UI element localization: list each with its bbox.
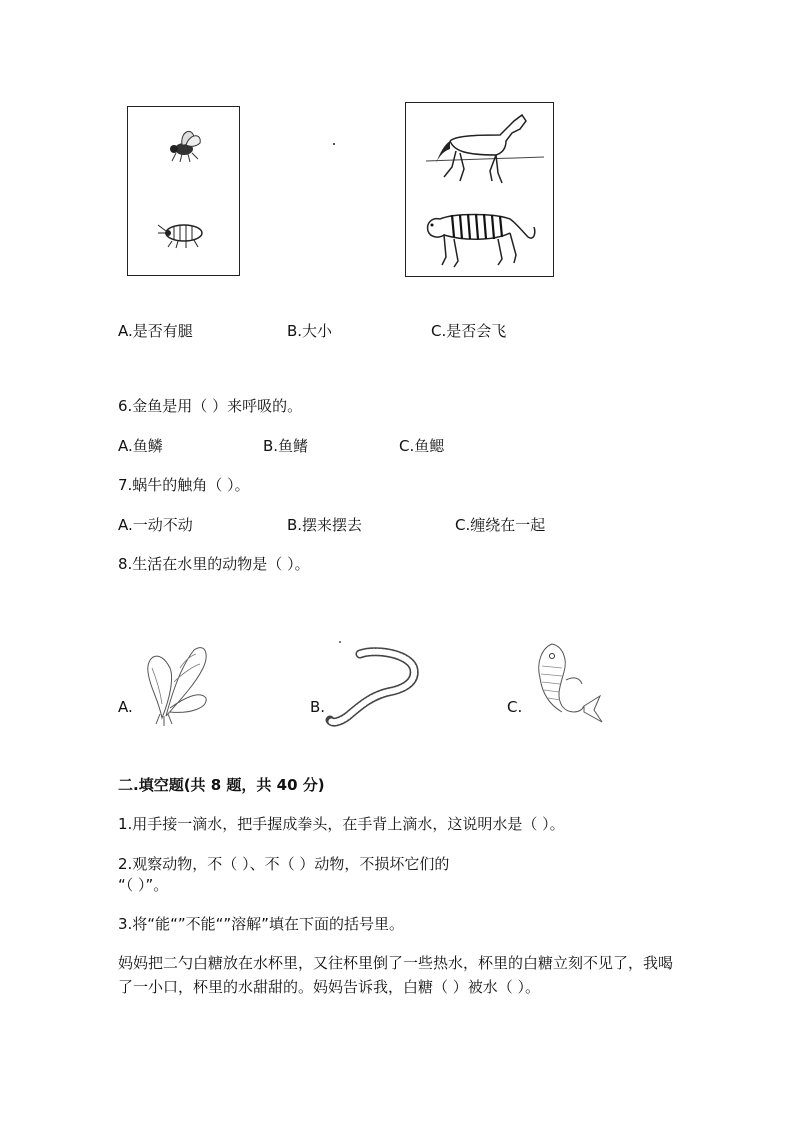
fill-question-2-line1: 2.观察动物，不（ ）、不（ ）动物，不损坏它们的 [118,855,450,873]
image-box-left [127,106,240,276]
fill-question-1: 1.用手接一滴水，把手握成拳头，在手背上滴水，这说明水是（ ）。 [118,815,565,833]
q6-option-a: A.鱼鳞 [118,437,163,455]
q5-option-a: A.是否有腿 [118,322,193,340]
horse-icon [426,111,542,187]
q8-option-a: A. [118,698,133,716]
tiger-icon [424,203,536,269]
stray-dot [333,143,335,145]
q5-option-c: C.是否会飞 [431,322,507,340]
section-heading: 二.填空题(共 8 题，共 40 分) [118,776,325,794]
woodlouse-icon [156,219,210,249]
butterfly-icon [140,638,212,726]
fill-question-2-line2: “（ ）”。 [118,876,169,894]
q8-option-b: B. [310,698,326,716]
q6-option-b: B.鱼鳍 [263,437,309,455]
fill-question-3: 3.将“能“”不能“”溶解”填在下面的括号里。 [118,915,404,933]
q7-option-b: B.摆来摆去 [287,516,363,534]
q5-option-b: B.大小 [287,322,333,340]
fly-icon [162,125,206,165]
q7-option-a: A.一动不动 [118,516,193,534]
fish-icon [528,640,604,724]
image-box-right [405,102,554,277]
earthworm-icon [326,640,418,726]
q6-question: 6.金鱼是用（ ）来呼吸的。 [118,397,303,415]
q6-option-c: C.鱼鳃 [399,437,445,455]
q8-question: 8.生活在水里的动物是（ ）。 [118,555,310,573]
q7-question: 7.蜗牛的触角（ ）。 [118,476,250,494]
q7-option-c: C.缠绕在一起 [455,516,546,534]
q8-option-c: C. [507,698,523,716]
fill-question-3-paragraph: 妈妈把二勺白糖放在水杯里，又往杯里倒了一些热水，杯里的白糖立刻不见了，我喝了一小口，杯里的水甜甜的。妈妈告诉我，白糖（ ）被水（ ）。 [118,954,674,996]
